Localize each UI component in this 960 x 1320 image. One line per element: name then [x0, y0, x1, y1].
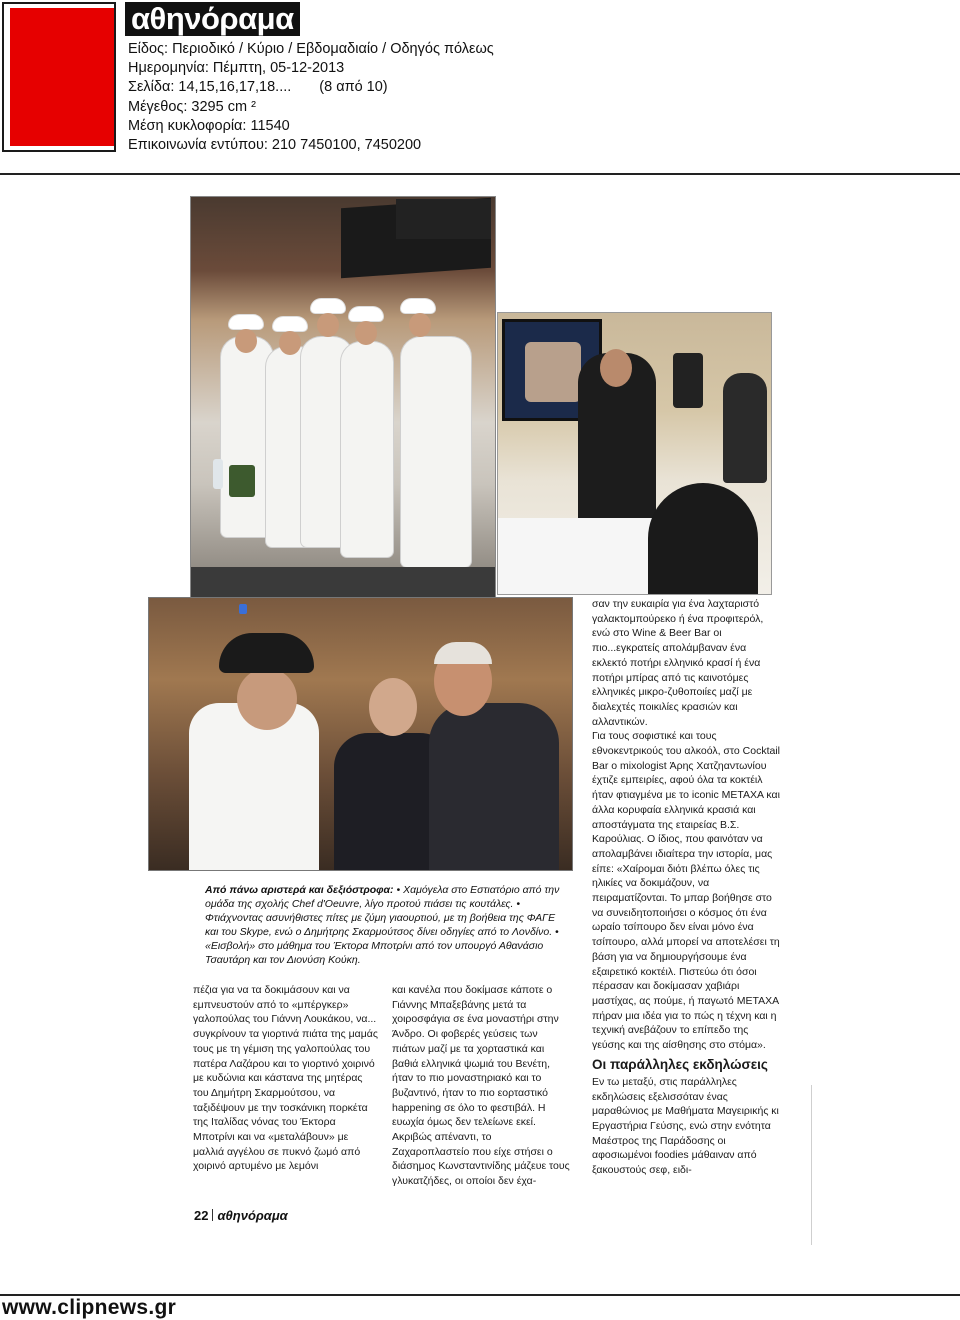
caption-lead: Από πάνω αριστερά και δεξιόστροφα:	[205, 884, 394, 896]
photo-detail	[239, 604, 247, 614]
meta-page-fraction: (8 από 10)	[319, 79, 388, 96]
photo-chefs-team	[190, 196, 496, 608]
photo-chef-hat	[229, 315, 263, 329]
article-column-1	[193, 983, 378, 1174]
photo-speaker	[673, 353, 703, 408]
thumbnail-image	[10, 8, 114, 146]
photo-chef-hat	[349, 307, 383, 321]
clipping-metadata	[128, 40, 494, 155]
photo-bottle	[213, 459, 223, 489]
page-number: 22	[194, 1208, 209, 1223]
photo-face	[237, 668, 297, 730]
meta-pages-list: Σελίδα: 14,15,16,17,18....	[128, 79, 292, 96]
source-url: www.clipnews.gr	[2, 1296, 177, 1319]
photo-chef	[341, 342, 393, 557]
photo-skype-demo	[497, 312, 772, 595]
clipping-thumbnail	[2, 2, 116, 152]
photo-face	[317, 313, 339, 337]
article-paragraph: και κανέλα που δοκίμασε κάποτε ο Γιάννης Μπαξεβάνης μετά τα χοιροσφάγια σε ένα μοναστήρι στην Άνδρο. Οι φοβερές γεύσεις των πιάτων μαζί με τα χορταστικά και βαθιά ελληνικά ψωμιά του Βενέτη, ήταν το πιο μοναστηριακό και το βυζαντινό, ήταν το πιο εορταστικό happening σε όλο το φεστιβάλ. Η ευωχία όμως δεν τελείωνε εκεί. Ακριβώς απέναντι, το Ζαχαροπλαστείο που είχε στήσει ο διάσημος Κωνσταντινίδης μάζευε τους γλυκατζήδες, οι οποίοι δεν έχα-	[392, 984, 570, 1188]
photo-face	[369, 678, 417, 736]
meta-type: Είδος: Περιοδικό / Κύριο / Εβδομαδιαίο / Οδηγός πόλεως	[128, 41, 494, 57]
meta-pages	[128, 78, 494, 97]
photo-bystander	[723, 373, 767, 483]
photo-counter	[498, 518, 658, 594]
photo-caption	[205, 884, 565, 967]
footer-brand: αθηνόραμα	[217, 1208, 288, 1223]
masthead-logo: αθηνόραμα	[125, 2, 300, 36]
photo-pot	[229, 465, 255, 497]
article-column-2	[392, 983, 570, 1189]
photo-minister-visit	[148, 597, 573, 871]
footer-separator	[212, 1209, 213, 1221]
photo-face	[235, 329, 257, 353]
photo-hair	[434, 642, 492, 664]
article-paragraph: Εν τω μεταξύ, στις παράλληλες εκδηλώσεις εξελισσόταν ένας μαραθώνιος με Μαθήματα Μαγειρικής κι Εργαστήρια Γεύσης, ενώ στην ενότητα Μαέστρος της Παράδοσης οι αφοσιωμένοι foodies μάθαιναν από ξακουστούς σεφ, ειδι-	[592, 1075, 779, 1177]
article-paragraph: Για τους σοφιστικέ και τους εθνοκεντρικούς του αλκοόλ, στο Cocktail Bar ο mixologist Άρης Χατζηαντωνίου έχτιζε εμπειρίες, αφού όλα τα κοκτέιλ ήταν φτιαγμένα με το iconic ΜΕΤΑΧΑ και άλλα κορυφαία ελληνικά κρασιά και αποστάγματα της εταιρείας Β.Σ. Καρούλιας. Ο ίδιος, που φαινόταν να απολαμβάνει ιδιαίτερα την ιστορία, μας είπε: «Χαίρομαι διότι βλέπω όλες τις ηλικίες να δοκιμάζουν, να πειραματίζονται. Το μπαρ βοήθησε στο να συνειδητοποιήσει ο κόσμος ότι ένα ωραίο τσίπουρο δεν είναι μόνο ένα τσίπουρο, αλλά μπορεί να αποτελέσει τη βάση για να δημιουργήσουμε ένα εξαιρετικό κοκτέιλ. Πιστεύω ότι όσοι πέρασαν και δοκίμασαν χαβιάρι μαστίχας, ας πούμε, ή παγωτό ΜΕΤΑΧΑ πήραν μια ιδέα για το πώς η τέχνη και η τεχνική ανεβάζουν το επίπεδο της γεύσης και της αίσθησης στο στόμα».	[592, 730, 781, 1052]
caption-text-1: • Χαμόγελα στο Εστιατόριο από την ομάδα της σχολής Chef d'Oeuvre, λίγο προτού πιάσει τις κουτάλες.	[205, 884, 560, 910]
photo-chef-shirt	[189, 703, 319, 870]
article-column-3	[592, 597, 782, 1178]
caption-text-2: • Φτιάχνοντας ασυνήθιστες πίτες με ζύμη γιαουρτιού, με τη βοήθεια της ΦΑΓΕ και του Skype, ενώ ο Δημήτρης Σκαρμούτσος δίνει οδηγίες από το Λονδίνο.	[205, 897, 556, 938]
meta-size: Μέγεθος: 3295 cm ²	[128, 98, 256, 115]
photo-face	[279, 331, 301, 355]
meta-contact: Επικοινωνία εντύπου: 210 7450100, 7450200	[128, 137, 422, 154]
photo-chef-hat	[273, 317, 307, 331]
photo-cap	[219, 633, 314, 673]
photo-screen-face	[525, 342, 581, 402]
meta-circulation: Μέση κυκλοφορία: 11540	[128, 117, 290, 134]
photo-suit	[429, 703, 559, 870]
photo-spectator	[648, 483, 758, 594]
photo-face	[355, 321, 377, 345]
article-subheading: Οι παράλληλες εκδηλώσεις	[592, 1056, 768, 1072]
photo-chef-hat	[311, 299, 345, 313]
photo-face	[600, 349, 632, 387]
header-divider	[0, 173, 960, 175]
photo-chef	[401, 337, 471, 567]
caption-text-3: • «Εισβολή» στο μάθημα του Έκτορα Μποτρίνι από τον υπουργό Αθανάσιο Τσαυτάρη και τον Διονύση Κούκη.	[205, 925, 559, 966]
photo-face	[409, 313, 431, 337]
page-footer	[194, 1208, 288, 1223]
meta-date: Ημερομηνία: Πέμπτη, 05-12-2013	[128, 60, 345, 77]
article-paragraph: πέζια για να τα δοκιμάσουν και να εμπνευστούν από το «μπέργκερ» γαλοπούλας του Γιάννη Λουκάκου, να... συγκρίνουν τα γιορτινά πιάτα της μαμάς τους με τη γέμιση της γαλοπούλας του πατέρα Λαζάρου και το γιορτινό χοιρινό με κυδώνια και κάστανα της μητέρας του Δημήτρη Σκαρμούτσου, να ταξιδέψουν με την τοσκάνικη πορκέτα της Ιταλίδας νόνας του Έκτορα Μποτρίνι και να «μεταλάβουν» με μαλλιά αγγέλου σε πυκνό ζωμό από χοιρινό αρτυμένο με λεμόνι	[193, 984, 378, 1173]
photo-banner	[396, 199, 491, 239]
article-paragraph: σαν την ευκαιρία για ένα λαχταριστό γαλακτομπούρεκο ή ένα προφιτερόλ, ενώ στο Wine & Beer Bar οι πιο...εγκρατείς απολάμβαναν ένα εκλεκτό ποτήρι ελληνικό κρασί ή ένα ποτήρι μπίρας από τις καινοτόμες ελληνικές μικρο-ζυθοποιίες μαζί με διαλεχτές ποικιλίες κρασιών και αλλαντικών.	[592, 598, 764, 728]
photo-chef-hat	[401, 299, 435, 313]
column-rule	[811, 1085, 812, 1245]
